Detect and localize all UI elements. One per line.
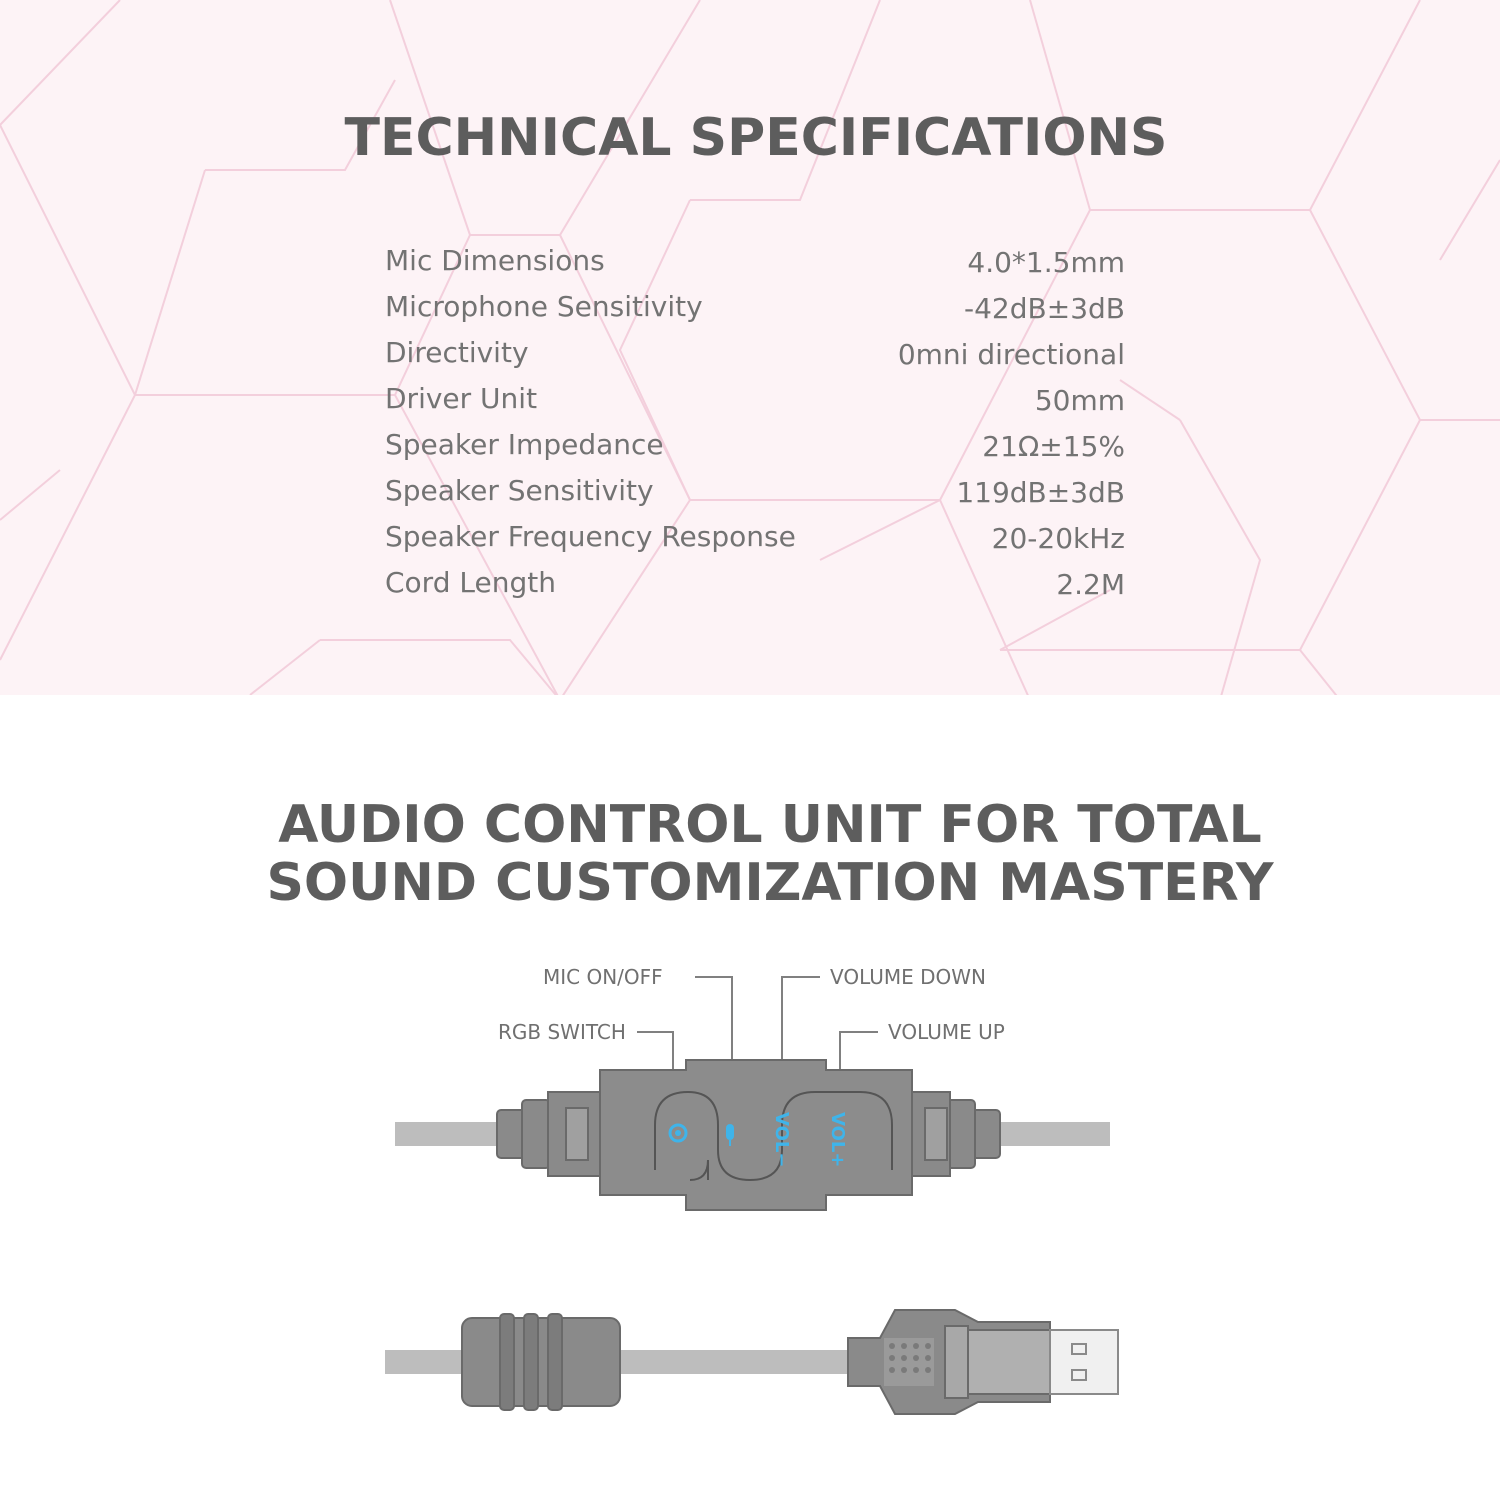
specs-table xyxy=(385,240,1125,608)
spec-value: 119dB±3dB xyxy=(956,476,1125,509)
spec-row xyxy=(385,332,1125,378)
spec-label: Speaker Sensitivity xyxy=(385,474,654,507)
spec-value: -42dB±3dB xyxy=(964,292,1125,325)
spec-row xyxy=(385,424,1125,470)
control-unit-title-line2: SOUND CUSTOMIZATION MASTERY xyxy=(266,853,1274,913)
specs-panel xyxy=(0,0,1500,695)
ferrite-bead xyxy=(462,1314,620,1410)
spec-row xyxy=(385,286,1125,332)
callout-rgb: RGB SWITCH xyxy=(498,1020,626,1044)
specs-title: TECHNICAL SPECIFICATIONS xyxy=(344,108,1168,168)
callout-volume-up: VOLUME UP xyxy=(888,1020,1005,1044)
spec-value: 0mni directional xyxy=(897,338,1125,371)
spec-value: 21Ω±15% xyxy=(982,430,1125,463)
control-unit-body xyxy=(600,1060,912,1210)
spec-value: 4.0*1.5mm xyxy=(967,246,1125,279)
volume-down-label: VOL− xyxy=(771,1112,792,1168)
spec-label: Mic Dimensions xyxy=(385,244,605,277)
spec-row xyxy=(385,516,1125,562)
control-unit-title xyxy=(0,796,1500,912)
control-unit-title-line1: AUDIO CONTROL UNIT FOR TOTAL xyxy=(278,795,1262,855)
strain-relief-right xyxy=(912,1092,1000,1176)
cable-right xyxy=(990,1122,1110,1146)
spec-value: 2.2M xyxy=(1056,568,1125,601)
usb-connector xyxy=(848,1310,1050,1414)
spec-label: Speaker Impedance xyxy=(385,428,664,461)
spec-label: Microphone Sensitivity xyxy=(385,290,703,323)
spec-label: Speaker Frequency Response xyxy=(385,520,796,553)
callout-mic: MIC ON/OFF xyxy=(543,965,663,989)
spec-row xyxy=(385,240,1125,286)
spec-row xyxy=(385,378,1125,424)
callout-volume-down: VOLUME DOWN xyxy=(830,965,986,989)
spec-label: Driver Unit xyxy=(385,382,538,415)
volume-up-label: VOL+ xyxy=(827,1112,848,1168)
usb-plug-icon xyxy=(1050,1330,1118,1394)
spec-value: 50mm xyxy=(1034,384,1125,417)
volume-up-button[interactable] xyxy=(827,1112,848,1167)
spec-row xyxy=(385,562,1125,608)
control-unit-diagram xyxy=(0,940,1500,1240)
spec-label: Cord Length xyxy=(385,566,556,599)
volume-down-button[interactable] xyxy=(771,1112,792,1167)
mic-icon xyxy=(726,1124,734,1140)
spec-value: 20-20kHz xyxy=(991,522,1125,555)
cable-left xyxy=(395,1122,505,1146)
usb-cable-diagram xyxy=(0,1290,1500,1430)
spec-row xyxy=(385,470,1125,516)
strain-relief-left xyxy=(497,1092,600,1176)
spec-label: Directivity xyxy=(385,336,529,369)
